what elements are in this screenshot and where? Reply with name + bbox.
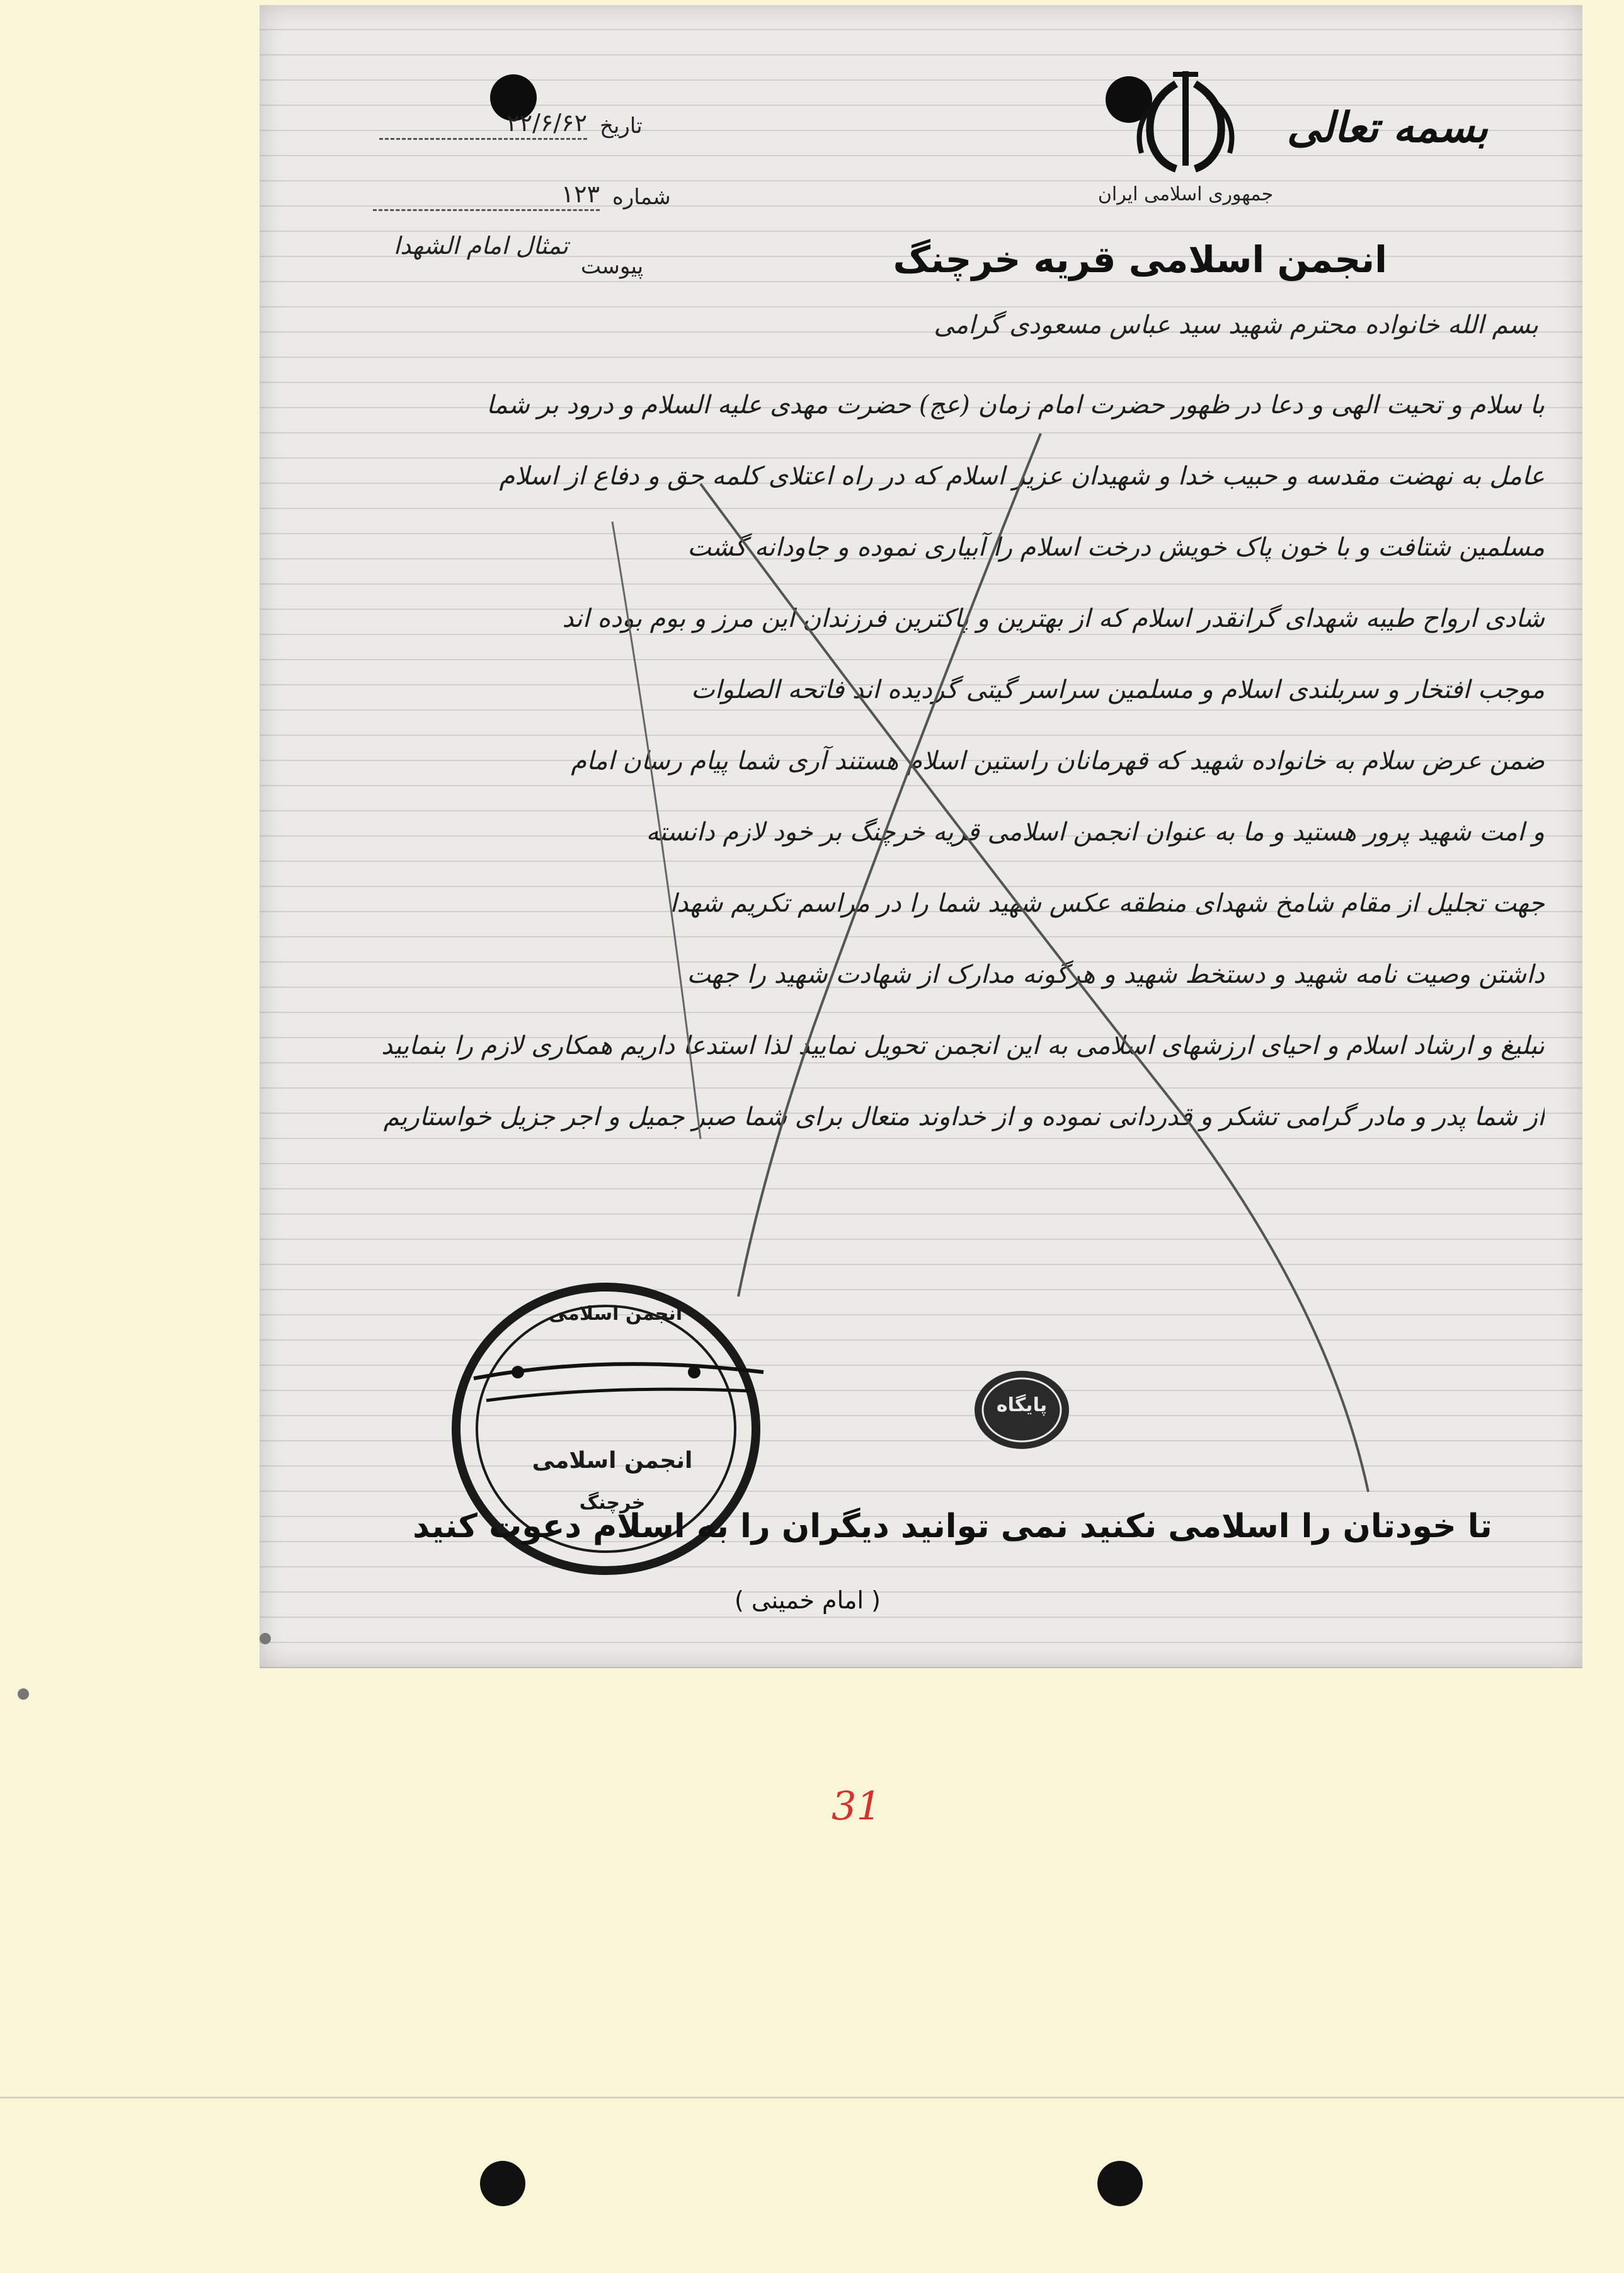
seal-center-text: انجمن اسلامی [532,1448,693,1474]
page-divider [0,2097,1624,2098]
small-seal-text: پایگاه [996,1394,1048,1416]
letter-line: موجب افتخار و سربلندی اسلام و مسلمین سراسر گیتی گردیده اند فاتحه الصلوات [691,675,1545,704]
letter-line: شادی ارواح طیبه شهدای گرانقدر اسلام که از بهترین و پاکترین فرزندان این مرز و بوم بوده اند [562,604,1545,633]
letter-line: از شما پدر و مادر گرامی تشکر و قدردانی نموده و از خداوند متعال برای شما صبر جمیل و اجر جزیل خواستاریم [383,1102,1545,1131]
letter-recipient: بسم الله خانواده محترم شهید سید عباس مسعودی گرامی [934,311,1538,340]
emblem-caption: جمهوری اسلامی ایران [1097,183,1274,205]
number-label: شماره [612,185,671,210]
seal-ring-text: انجمن اسلامی [548,1303,683,1325]
letter-line: و امت شهید پرور هستید و ما به عنوان انجمن اسلامی قریه خرچنگ بر خود لازم دانسته [646,818,1545,847]
page-number-mark: 31 [832,1783,881,1829]
punch-hole-bottom-right [1097,2161,1143,2206]
attachment-label: پیوست [581,254,644,279]
letter-line: جهت تجلیل از مقام شامخ شهدای منطقه عکس شهید شما را در مراسم تکریم شهدا [670,889,1545,918]
footer-quote: تا خودتان را اسلامی نکنید نمی توانید دیگران را به اسلام دعوت کنید [413,1508,1492,1545]
number-value: ۱۲۳ [373,180,600,211]
letter-body [297,374,1545,1157]
attachment-value: تمثال امام الشهدا [393,232,568,260]
letter-line: مسلمین شتافت و با خون پاک خویش درخت اسلام را آبیاری نموده و جاودانه گشت [687,533,1545,562]
bismillah-heading: بسمه تعالی [1286,103,1488,152]
quote-attribution: ( امام خمینی ) [735,1586,881,1614]
letter-line: داشتن وصیت نامه شهید و دستخط شهید و هرگونه مدارک از شهادت شهید را جهت [687,960,1545,989]
date-label: تاریخ [600,113,643,139]
punch-hole-bottom-left [480,2161,525,2206]
letter-line: با سلام و تحیت الهی و دعا در ظهور حضرت امام زمان (عج) حضرت مهدی علیه السلام و درود بر شما [486,391,1545,420]
margin-dot [260,1633,271,1644]
letter-line: عامل به نهضت مقدسه و حبیب خدا و شهیدان عزیز اسلام که در راه اعتلای کلمه حق و دفاع از اسلام [499,462,1545,491]
organization-title: انجمن اسلامی قریه خرچنگ [893,238,1387,281]
date-value: ۲۲/۶/۶۲ [379,109,587,140]
seal-bottom-text: خرچنگ [579,1492,646,1514]
margin-dot [18,1688,29,1700]
iran-emblem-icon [1107,59,1264,185]
letter-line: تبلیغ و ارشاد اسلام و احیای ارزشهای اسلامی به این انجمن تحویل نمایید لذا استدعا داریم همکاری لازم را بنمایید [381,1031,1545,1060]
scanned-letter [260,5,1582,1668]
letter-line: ضمن عرض سلام به خانواده شهید که قهرمانان راستین اسلام هستند آری شما پیام رسان امام [571,747,1545,776]
